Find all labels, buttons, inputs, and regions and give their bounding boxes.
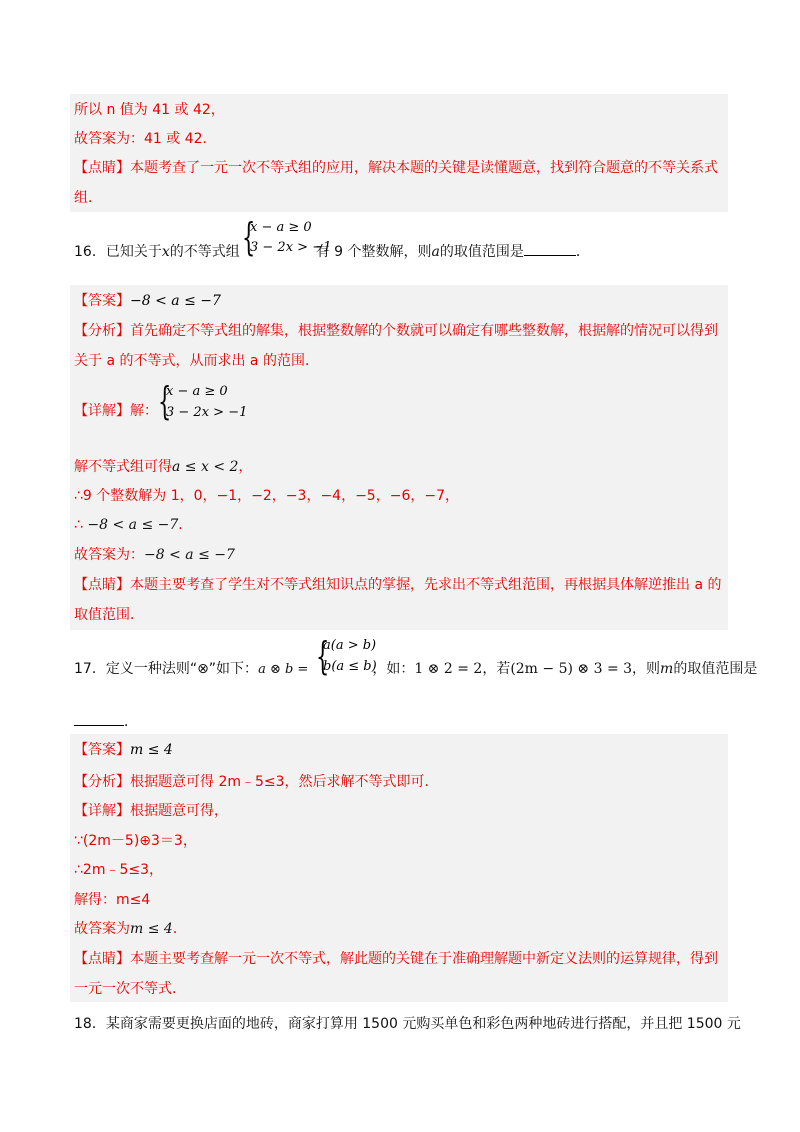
q16-system-line1: x − a ≥ 0 xyxy=(250,220,312,235)
q15-final-answer: 故答案为：41 或 42． xyxy=(74,131,217,147)
a17-comment xyxy=(74,949,718,969)
var-m: m xyxy=(660,661,674,677)
answer-blank xyxy=(74,713,124,726)
analysis-tag: 【分析】 xyxy=(74,323,130,339)
a17-analysis xyxy=(74,772,439,792)
therefore-symbol: ∴ xyxy=(74,517,83,533)
a17-detail xyxy=(74,801,228,821)
q15-comment xyxy=(74,158,718,178)
a16-analysis-cont: 关于 a 的不等式，从而求出 a 的范围． xyxy=(74,353,319,369)
q16-number: 16．已知关于 xyxy=(74,244,162,260)
step-math: −8 < a ≤ −7 xyxy=(144,547,235,563)
detail-lead: 解： xyxy=(130,403,158,419)
q17-text4: ，则 xyxy=(632,661,661,677)
detail-tag: 【详解】 xyxy=(74,403,130,419)
q16-text-mid: 的不等式组 xyxy=(169,244,240,260)
step-end: ． xyxy=(178,517,193,533)
q15-conclusion: 所以 n 值为 41 或 42， xyxy=(74,102,225,118)
answer-value: m ≤ 4 xyxy=(130,742,173,758)
step-text: 故答案为 xyxy=(74,921,130,937)
a17-comment-cont: 一元一次不等式． xyxy=(74,981,186,997)
step-math: a ≤ x < 2 xyxy=(172,459,239,475)
answer-tag: 【答案】 xyxy=(74,293,130,309)
question-16 xyxy=(74,241,590,262)
detail-text: 根据题意可得， xyxy=(130,803,228,819)
step-end: ， xyxy=(238,459,253,475)
a16-answer xyxy=(74,291,221,311)
step-text: 故答案为： xyxy=(74,547,144,563)
a16-analysis xyxy=(74,321,718,341)
question-18: 18．某商家需要更换店面的地砖，商家打算用 1500 元购买单色和彩色两种地砖进行搭配，并且把 1500 元 xyxy=(74,1016,741,1032)
step-math: −8 < a ≤ −7 xyxy=(87,517,179,533)
a16-comment-cont: 取值范围． xyxy=(74,607,144,623)
q17-text1: 17．定义一种法则“⊗”如下： xyxy=(74,661,259,677)
a17-step2: ∴2m﹣5≤3， xyxy=(74,862,163,878)
q17-text5: 的取值范围是 xyxy=(673,661,758,677)
a17-step3: 解得：m≤4 xyxy=(74,892,151,908)
q16-text-tail: 的取值范围是 xyxy=(439,244,524,260)
q17-text3: ，若 xyxy=(482,661,511,677)
comment-tag: 【点睛】 xyxy=(74,577,130,593)
a17-step1: ∵(2m－5)⊕3＝3， xyxy=(74,833,197,849)
a16-detail xyxy=(74,401,158,421)
q16-system-line2: 3 − 2x > −1 xyxy=(250,240,332,255)
answer-value: −8 < a ≤ −7 xyxy=(130,293,221,309)
comment-text: 本题主要考查了学生对不等式组知识点的掌握，先求出不等式组范围，再根据具体解逆推出 a 的 xyxy=(130,577,722,593)
q16-period: ． xyxy=(575,244,590,260)
comment-tag: 【点睛】 xyxy=(74,160,130,176)
a16-step2: ∴9 个整数解为 1，0，−1，−2，−3，−4，−5，−6，−7， xyxy=(74,488,459,504)
system-brace: { xyxy=(158,379,172,423)
q17-case1: a(a > b) xyxy=(323,638,377,653)
analysis-tag: 【分析】 xyxy=(74,774,130,790)
var-a: a xyxy=(431,244,440,260)
a16-step1 xyxy=(74,457,252,477)
step-text: 解不等式组可得 xyxy=(74,459,172,475)
step-math: m ≤ 4 xyxy=(130,921,173,937)
answer-tag: 【答案】 xyxy=(74,742,130,758)
a17-answer xyxy=(74,740,173,760)
question-17 xyxy=(74,659,757,680)
a16-comment xyxy=(74,575,721,595)
step-end: ． xyxy=(172,921,187,937)
q17-def-lhs: a ⊗ b = xyxy=(258,662,309,677)
q17-condition: (2m − 5) ⊗ 3 = 3 xyxy=(510,661,633,677)
q16-text-end: 有 9 个整数解，则 xyxy=(315,244,432,260)
a16-system-line2: 3 − 2x > −1 xyxy=(166,405,248,420)
answer-blank xyxy=(524,241,576,256)
q17-example: 1 ⊗ 2 = 2 xyxy=(414,661,483,677)
a16-system-line1: x − a ≥ 0 xyxy=(166,384,228,399)
q17-case2: b(a ≤ b) xyxy=(323,659,377,674)
a16-step3 xyxy=(74,515,192,535)
analysis-text: 根据题意可得 2m﹣5≤3，然后求解不等式即可． xyxy=(130,774,439,790)
q17-blank-line xyxy=(74,712,138,732)
comment-text: 本题主要考查解一元一次不等式，解此题的关键在于准确理解题中新定义法则的运算规律，得到 xyxy=(130,951,718,967)
piecewise-brace: { xyxy=(316,634,330,678)
analysis-text: 首先确定不等式组的解集，根据整数解的个数就可以确定有哪些整数解，根据解的情况可以得到 xyxy=(130,323,718,339)
comment-text: 本题考查了一元一次不等式组的应用，解决本题的关键是读懂题意，找到符合题意的不等关系式 xyxy=(130,160,718,176)
q17-end: ． xyxy=(124,714,138,730)
detail-tag: 【详解】 xyxy=(74,803,130,819)
system-brace: { xyxy=(242,215,256,259)
comment-tag: 【点睛】 xyxy=(74,951,130,967)
a17-step4 xyxy=(74,919,187,939)
a16-step4 xyxy=(74,545,235,565)
var-x: x xyxy=(161,244,170,260)
q15-comment-cont: 组． xyxy=(74,190,102,206)
q17-text2: ，如： xyxy=(372,661,415,677)
